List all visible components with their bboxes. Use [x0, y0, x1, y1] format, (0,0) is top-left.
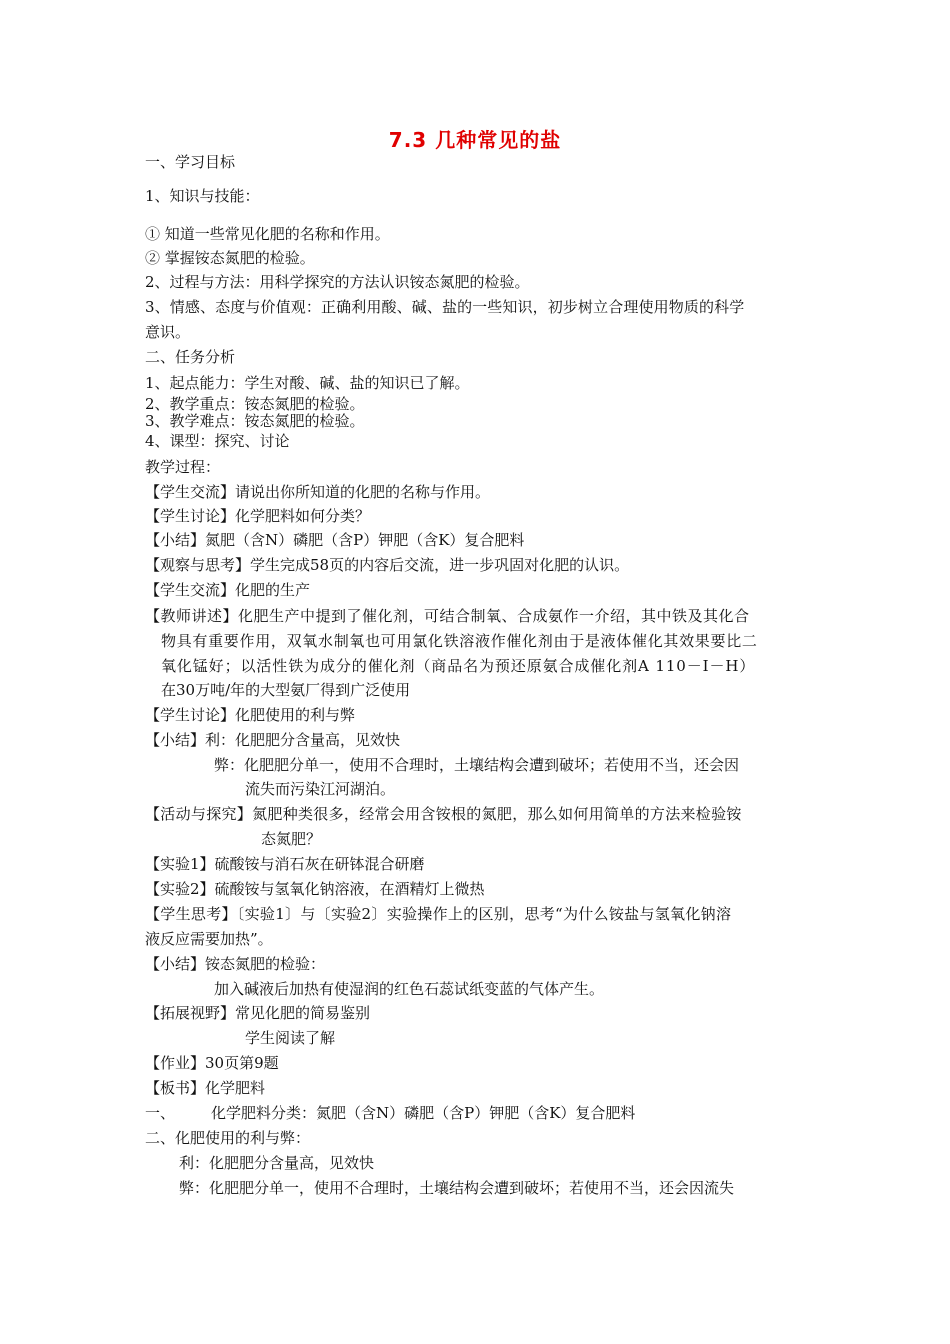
text-line: 氧化锰好；以活性铁为成分的催化剂（商品名为预还原氨合成催化剂A 110－Ⅰ－H） — [161, 657, 756, 675]
page-title: 7.3 几种常见的盐 — [388, 128, 562, 152]
text-line: 化学肥料分类：氮肥（含N）磷肥（含P）钾肥（含K）复合肥料 — [211, 1104, 636, 1122]
text-line: 加入碱液后加热有使湿润的红色石蕊试纸变蓝的气体产生。 — [214, 980, 605, 998]
text-line: 【学生思考】〔实验1〕与〔实验2〕实验操作上的区别，思考“为什么铵盐与氢氧化钠溶 — [145, 905, 732, 923]
text-line: 1、起点能力：学生对酸、碱、盐的知识已了解。 — [145, 374, 470, 392]
text-line: ② 掌握铵态氮肥的检验。 — [145, 249, 315, 267]
text-line: 在30万吨/年的大型氨厂得到广泛使用 — [161, 681, 411, 699]
text-line: 3、情感、态度与价值观：正确利用酸、碱、盐的一些知识，初步树立合理使用物质的科学 — [145, 298, 745, 316]
text-line: 液反应需要加热”。 — [145, 930, 273, 948]
text-line: 弊：化肥肥分单一，使用不合理时，土壤结构会遭到破坏；若使用不当，还会因 — [214, 756, 740, 774]
text-line: 弊：化肥肥分单一，使用不合理时，土壤结构会遭到破坏；若使用不当，还会因流失 — [179, 1179, 735, 1197]
text-line: 利：化肥肥分含量高，见效快 — [179, 1154, 375, 1172]
text-line: ① 知道一些常见化肥的名称和作用。 — [145, 225, 390, 243]
text-line: 1、知识与技能： — [145, 187, 260, 205]
text-line: 【板书】化学肥料 — [145, 1079, 266, 1097]
text-line: 【小结】氮肥（含N）磷肥（含P）钾肥（含K）复合肥料 — [145, 531, 525, 549]
text-line: 流失而污染江河湖泊。 — [245, 780, 396, 798]
text-line: 2、教学重点：铵态氮肥的检验。 — [145, 395, 365, 413]
text-line: 意识。 — [145, 323, 191, 341]
text-line: 【作业】30页第9题 — [145, 1054, 279, 1072]
text-line: 一、 — [145, 1104, 176, 1122]
text-line: 学生阅读了解 — [245, 1029, 336, 1047]
text-line: 一、学习目标 — [145, 153, 236, 171]
text-line: 态氮肥？ — [261, 830, 322, 848]
text-line: 【观察与思考】学生完成58页的内容后交流，进一步巩固对化肥的认识。 — [145, 556, 630, 574]
text-line: 【学生交流】请说出你所知道的化肥的名称与作用。 — [145, 483, 491, 501]
text-line: 【实验1】硫酸铵与消石灰在研钵混合研磨 — [145, 855, 425, 873]
text-line: 【小结】铵态氮肥的检验： — [145, 955, 326, 973]
text-line: 【小结】利：化肥肥分含量高，见效快 — [145, 731, 401, 749]
text-line: 【拓展视野】常见化肥的简易鉴别 — [145, 1004, 371, 1022]
text-line: 物具有重要作用，双氧水制氧也可用氯化铁溶液作催化剂由于是液体催化其效果要比二 — [161, 632, 758, 650]
text-line: 【学生讨论】化学肥料如何分类？ — [145, 507, 371, 525]
text-line: 【学生讨论】化肥使用的利与弊 — [145, 706, 356, 724]
text-line: 教学过程： — [145, 458, 221, 476]
text-line: 【活动与探究】氮肥种类很多，经常会用含铵根的氮肥，那么如何用简单的方法来检验铵 — [145, 805, 742, 823]
text-line: 3、教学难点：铵态氮肥的检验。 — [145, 412, 365, 430]
text-line: 【学生交流】化肥的生产 — [145, 581, 311, 599]
text-line: 二、化肥使用的利与弊： — [145, 1129, 311, 1147]
text-line: 2、过程与方法：用科学探究的方法认识铵态氮肥的检验。 — [145, 273, 530, 291]
section-heading: 二、任务分析 — [145, 348, 236, 366]
text-line: 【教师讲述】化肥生产中提到了催化剂，可结合制氧、合成氨作一介绍，其中铁及其化合 — [145, 607, 750, 625]
text-line: 【实验2】硫酸铵与氢氧化钠溶液，在酒精灯上微热 — [145, 880, 485, 898]
text-line: 4、课型：探究、讨论 — [145, 432, 290, 450]
